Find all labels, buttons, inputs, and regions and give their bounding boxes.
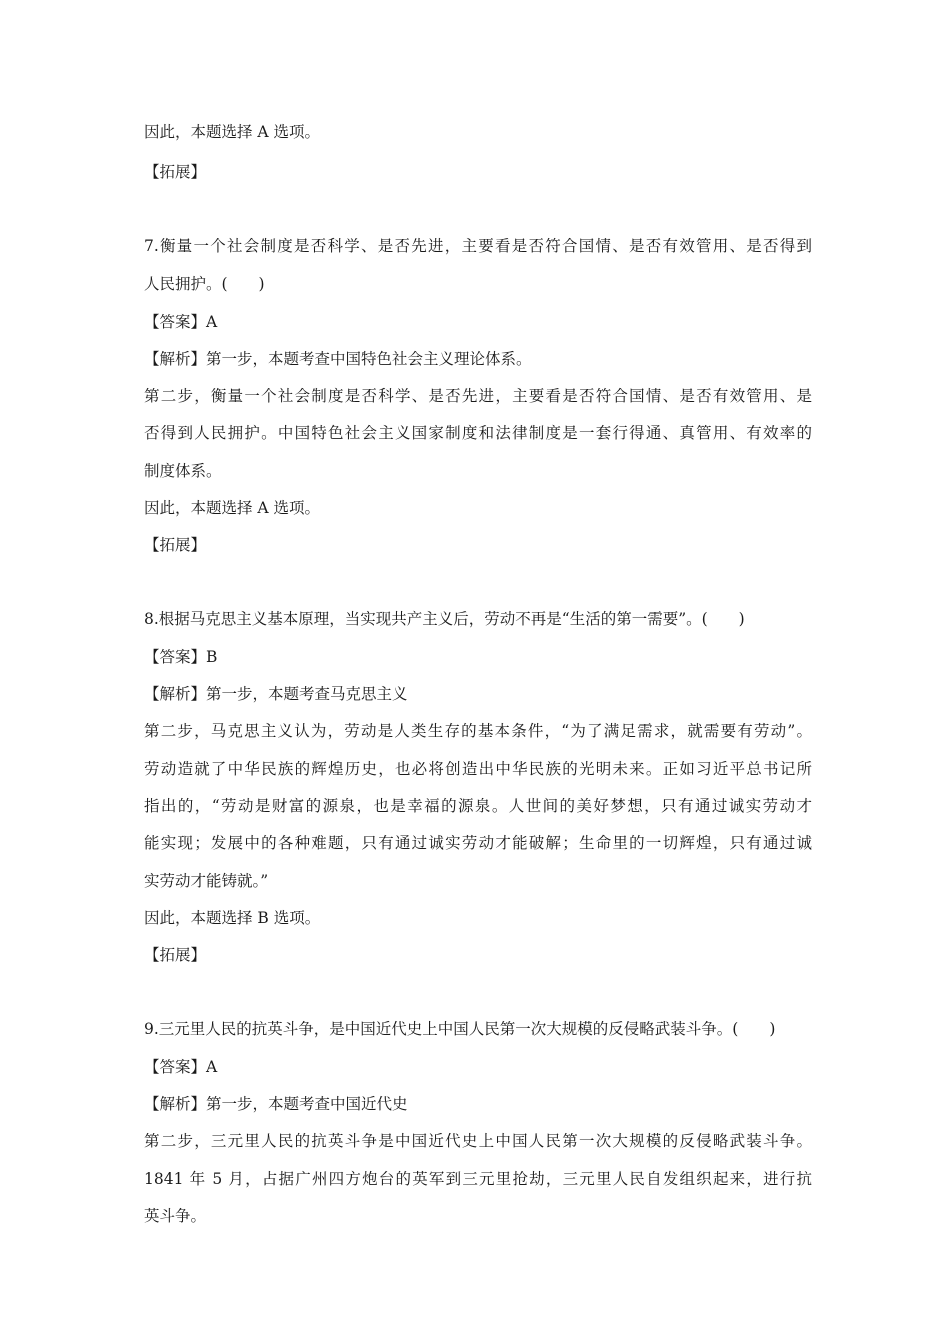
analysis-9-line-3: 1841 年 5 月，占据广州四方炮台的英军到三元里抢劫，三元里人民自发组织起来，进行抗 <box>144 1170 812 1188</box>
conclusion-line: 因此，本题选择 A 选项。 <box>144 123 321 141</box>
analysis-7-line-2: 第二步，衡量一个社会制度是否科学、是否先进，主要看是否符合国情、是否有效管用、是 <box>144 387 812 405</box>
analysis-7-line-4: 制度体系。 <box>144 462 222 480</box>
analysis-9-line-2: 第二步，三元里人民的抗英斗争是中国近代史上中国人民第一次大规模的反侵略武装斗争。 <box>144 1132 812 1150</box>
analysis-8-line-4: 指出的，“劳动是财富的源泉，也是幸福的源泉。人世间的美好梦想，只有通过诚实劳动才 <box>144 797 812 815</box>
question-9-line-1: 9.三元里人民的抗英斗争，是中国近代史上中国人民第一次大规模的反侵略武装斗争。( ) <box>144 1020 776 1038</box>
analysis-8-line-5: 能实现；发展中的各种难题，只有通过诚实劳动才能破解；生命里的一切辉煌，只有通过诚 <box>144 834 812 852</box>
analysis-8-line-1: 【解析】第一步，本题考查马克思主义 <box>144 685 408 703</box>
analysis-7-line-1: 【解析】第一步，本题考查中国特色社会主义理论体系。 <box>144 350 532 368</box>
analysis-8-line-2: 第二步，马克思主义认为，劳动是人类生存的基本条件，“为了满足需求，就需要有劳动”。 <box>144 722 812 740</box>
analysis-9-line-4: 英斗争。 <box>144 1207 207 1225</box>
analysis-8-line-7: 因此，本题选择 B 选项。 <box>144 909 321 927</box>
answer-9: 【答案】A <box>144 1058 218 1076</box>
analysis-8-line-6: 实劳动才能铸就。” <box>144 872 269 890</box>
question-7-line-2: 人民拥护。( ) <box>144 275 265 293</box>
answer-7: 【答案】A <box>144 313 218 331</box>
question-8-line-1: 8.根据马克思主义基本原理，当实现共产主义后，劳动不再是“生活的第一需要”。( ) <box>144 610 745 628</box>
extension-7: 【拓展】 <box>144 536 207 554</box>
answer-8: 【答案】B <box>144 648 218 666</box>
analysis-7-line-5: 因此，本题选择 A 选项。 <box>144 499 321 517</box>
analysis-8-line-3: 劳动造就了中华民族的辉煌历史，也必将创造出中华民族的光明未来。正如习近平总书记所 <box>144 760 812 778</box>
question-7-line-1: 7.衡量一个社会制度是否科学、是否先进，主要看是否符合国情、是否有效管用、是否得到 <box>144 237 812 255</box>
extension-8: 【拓展】 <box>144 946 207 964</box>
analysis-9-line-1: 【解析】第一步，本题考查中国近代史 <box>144 1095 408 1113</box>
analysis-7-line-3: 否得到人民拥护。中国特色社会主义国家制度和法律制度是一套行得通、真管用、有效率的 <box>144 424 812 442</box>
extension-label: 【拓展】 <box>144 163 207 181</box>
